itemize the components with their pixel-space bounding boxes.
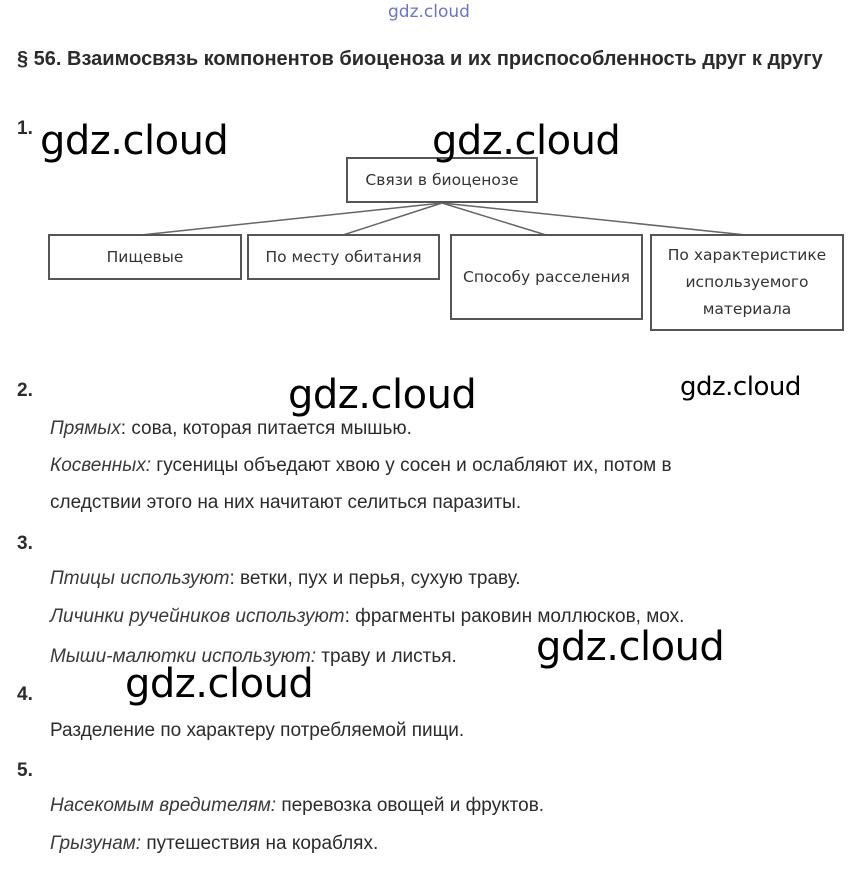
section-number-1: 1. <box>17 118 33 139</box>
section-number-4: 4. <box>17 684 33 705</box>
watermark: gdz.cloud <box>40 118 229 164</box>
section-number-5: 5. <box>17 760 33 781</box>
answer-line: Разделение по характеру потребляемой пищи. <box>50 720 465 741</box>
answer-line: следствии этого на них начитают селиться паразиты. <box>50 492 522 513</box>
diagram-root-box: Связи в биоценозе <box>346 157 538 203</box>
diagram-child-dispersal: Способу расселения <box>450 234 643 320</box>
diagram-child-food: Пищевые <box>48 234 242 280</box>
section-number-3: 3. <box>17 533 33 554</box>
watermark: gdz.cloud <box>680 372 801 402</box>
answer-line: Личинки ручейников используют: фрагменты раковин моллюсков, мох. <box>50 606 685 627</box>
answer-line: Грызунам: путешествия на кораблях. <box>50 833 379 854</box>
section-number-2: 2. <box>17 380 33 401</box>
watermark-top: gdz.cloud <box>388 2 470 22</box>
diagram-child-material: По характеристике используемого материала <box>650 234 844 331</box>
watermark: gdz.cloud <box>432 118 621 164</box>
answer-line: Мыши-малютки используют: траву и листья. <box>50 646 457 667</box>
watermark: gdz.cloud <box>536 624 725 670</box>
watermark: gdz.cloud <box>288 372 477 418</box>
diagram-child-habitat: По месту обитания <box>247 234 440 280</box>
answer-line: Птицы используют: ветки, пух и перья, сухую траву. <box>50 568 521 589</box>
watermark: gdz.cloud <box>125 661 314 707</box>
answer-line: Насекомым вредителям: перевозка овощей и фруктов. <box>50 795 545 816</box>
answer-line: Косвенных: гусеницы объедают хвою у сосен и ослабляют их, потом в <box>50 455 672 476</box>
answer-line: Прямых: сова, которая питается мышью. <box>50 418 412 439</box>
page-title: § 56. Взаимосвязь компонентов биоценоза и их приспособленность друг к другу <box>17 48 823 70</box>
